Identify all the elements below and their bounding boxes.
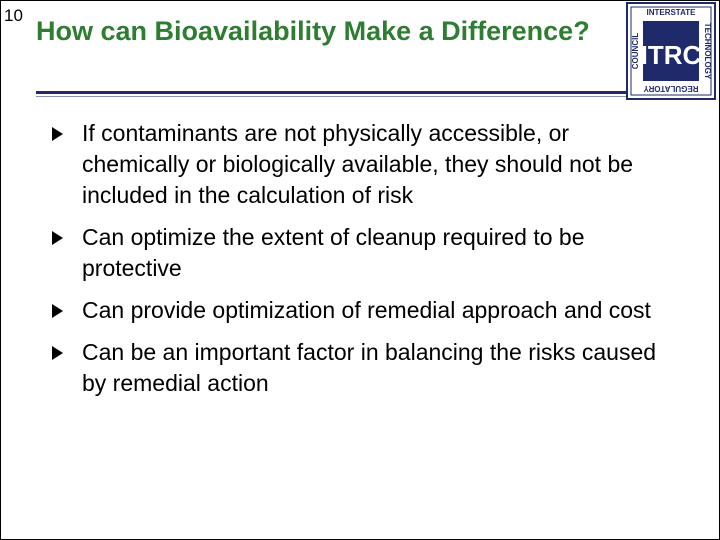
- logo-left-text: COUNCIL: [631, 32, 640, 70]
- bullet-text: Can provide optimization of remedial approach and cost: [82, 297, 651, 323]
- bullet-item: [52, 337, 672, 399]
- bullet-text: Can optimize the extent of cleanup required to be protective: [82, 224, 585, 281]
- triangle-bullet-icon: [52, 127, 63, 141]
- bullet-text: If contaminants are not physically accessible, or chemically or biologically available, they should not be included in the calculation of risk: [82, 120, 634, 208]
- triangle-bullet-icon: [52, 231, 63, 245]
- bullet-text: Can be an important factor in balancing the risks caused by remedial action: [82, 339, 657, 396]
- title-divider-thin: [36, 96, 626, 97]
- logo-center-text: ITRC: [640, 40, 702, 70]
- slide-title: How can Bioavailability Make a Difference?: [36, 16, 590, 46]
- triangle-bullet-icon: [52, 304, 63, 318]
- bullet-item: [52, 295, 672, 326]
- title-divider: [36, 91, 626, 94]
- logo-bottom-text: REGULATORY: [643, 84, 699, 93]
- triangle-bullet-icon: [52, 346, 63, 360]
- bullet-item: [52, 118, 672, 211]
- itrc-logo: [626, 2, 716, 100]
- bullet-list: [52, 118, 672, 410]
- logo-top-text: INTERSTATE: [646, 8, 696, 17]
- logo-right-text: TECHNOLOGY: [703, 22, 712, 80]
- bullet-item: [52, 222, 672, 284]
- slide-number: 10: [4, 6, 23, 25]
